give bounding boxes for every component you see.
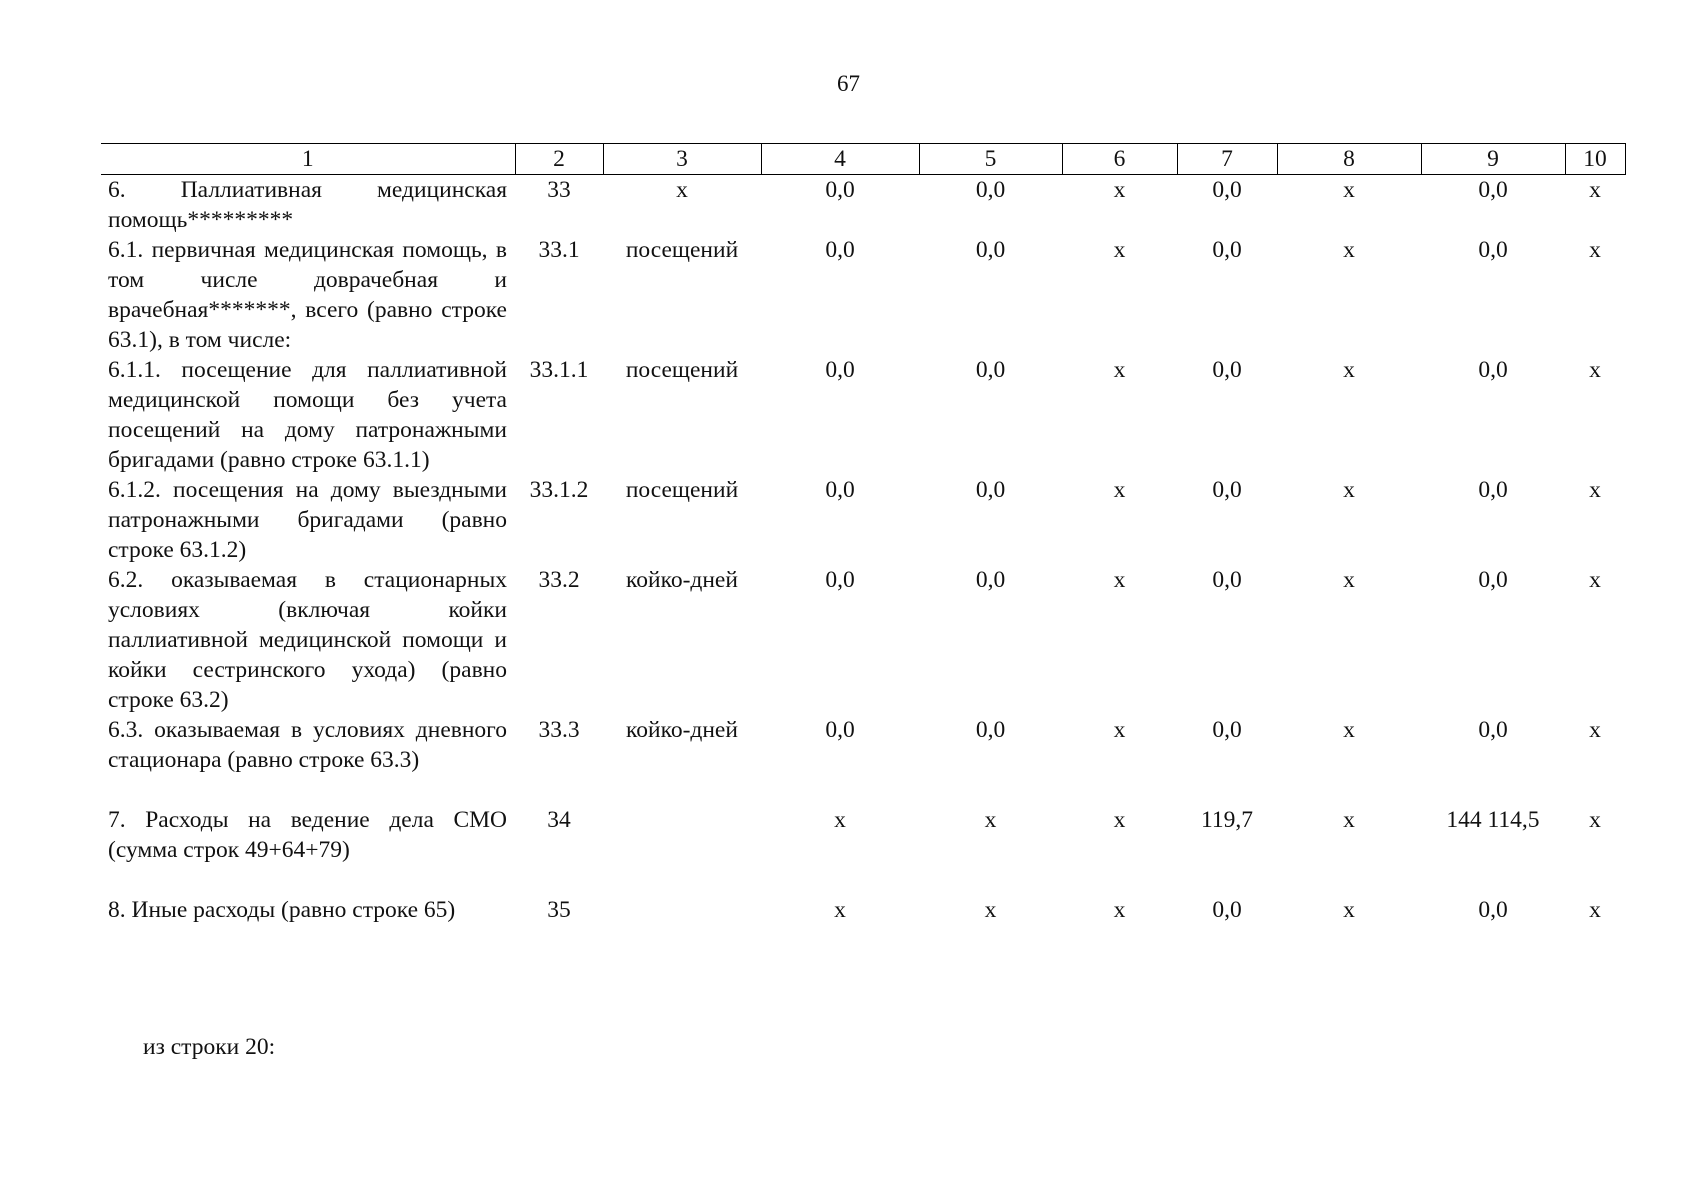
- cell-col-10: х: [1589, 237, 1601, 263]
- cell-col-9: 0,0: [1478, 357, 1508, 383]
- column-header: 9: [1421, 144, 1565, 175]
- cell-col-7: 0,0: [1212, 567, 1242, 593]
- cell-col-5: 0,0: [975, 567, 1006, 593]
- cell-col-5: 0,0: [975, 237, 1006, 263]
- cell-col-6: х: [1113, 567, 1126, 593]
- cell-col-8: х: [1343, 897, 1355, 923]
- row-unit: [603, 895, 761, 925]
- cell-col-9: 144 114,5: [1446, 807, 1540, 833]
- table-row: [101, 235, 1625, 355]
- cell-col-7: 0,0: [1212, 477, 1242, 503]
- row-code: 33.1: [538, 237, 580, 263]
- row-unit: посещений: [625, 237, 739, 263]
- cell-col-7: 0,0: [1212, 177, 1242, 203]
- cell-col-8: х: [1343, 717, 1355, 743]
- table-row: [101, 355, 1625, 475]
- cell-col-10: х: [1589, 177, 1601, 203]
- cell-col-6: х: [1113, 237, 1126, 263]
- row-name: 6.2. оказываемая в стационарных условиях (включая койки паллиативной медицинской помощи и койки сестринского ухода) (равно строке 63.2): [108, 567, 507, 713]
- cell-col-4: 0,0: [825, 477, 855, 503]
- cell-col-8: х: [1343, 237, 1355, 263]
- cell-col-8: х: [1343, 567, 1355, 593]
- row-name: 8. Иные расходы (равно строке 65): [108, 897, 456, 923]
- data-table: [101, 143, 1626, 925]
- cell-col-7: 0,0: [1212, 237, 1242, 263]
- row-code: 33.2: [538, 567, 580, 593]
- cell-col-5: х: [984, 807, 997, 833]
- row-name: 6.1. первичная медицинская помощь, в том числе доврачебная и врачебная*******, всего (равно строке 63.1), в том числе:: [108, 237, 507, 353]
- table-row: [101, 805, 1625, 865]
- table-row: [101, 715, 1625, 775]
- cell-col-10: х: [1589, 897, 1601, 923]
- column-header: 6: [1062, 144, 1177, 175]
- cell-col-8: х: [1343, 477, 1355, 503]
- cell-col-9: 0,0: [1478, 717, 1508, 743]
- row-code: 34: [547, 807, 571, 833]
- cell-col-4: 0,0: [825, 717, 855, 743]
- cell-col-4: х: [834, 807, 846, 833]
- row-code: 33.1.2: [529, 477, 589, 503]
- cell-col-5: 0,0: [975, 177, 1006, 203]
- cell-col-9: 0,0: [1478, 237, 1508, 263]
- cell-col-7: 0,0: [1212, 357, 1242, 383]
- cell-col-6: х: [1113, 177, 1126, 203]
- spacer-row: [101, 865, 1625, 895]
- cell-col-7: 0,0: [1212, 897, 1242, 923]
- table-row: [101, 475, 1625, 565]
- cell-col-10: х: [1589, 717, 1601, 743]
- cell-col-10: х: [1589, 357, 1601, 383]
- cell-col-9: 0,0: [1478, 177, 1508, 203]
- column-header: 10: [1565, 144, 1625, 175]
- row-code: 33.1.1: [529, 357, 589, 383]
- table-header-row: [101, 144, 1625, 175]
- column-header: 5: [919, 144, 1062, 175]
- cell-col-5: 0,0: [975, 717, 1006, 743]
- cell-col-4: 0,0: [825, 237, 855, 263]
- cell-col-6: х: [1113, 897, 1126, 923]
- row-unit: посещений: [625, 357, 739, 383]
- footer-note: из строки 20:: [143, 1034, 276, 1060]
- cell-col-9: 0,0: [1478, 567, 1508, 593]
- table-row: [101, 565, 1625, 715]
- column-header: 8: [1277, 144, 1421, 175]
- cell-col-6: х: [1113, 357, 1126, 383]
- row-name: 7. Расходы на ведение дела СМО (сумма строк 49+64+79): [108, 807, 507, 863]
- cell-col-5: х: [984, 897, 997, 923]
- row-code: 33.3: [538, 717, 580, 743]
- cell-col-4: х: [834, 897, 846, 923]
- row-unit: х: [676, 177, 688, 203]
- column-header: 1: [101, 144, 515, 175]
- table-row: [101, 175, 1625, 236]
- cell-col-8: х: [1343, 357, 1355, 383]
- table-row: [101, 895, 1625, 925]
- cell-col-6: х: [1113, 717, 1126, 743]
- cell-col-8: х: [1343, 807, 1355, 833]
- cell-col-6: х: [1113, 477, 1126, 503]
- cell-col-6: х: [1113, 807, 1126, 833]
- column-header: 3: [603, 144, 761, 175]
- row-name: 6.1.2. посещения на дому выездными патронажными бригадами (равно строке 63.1.2): [108, 477, 507, 563]
- cell-col-7: 0,0: [1212, 717, 1242, 743]
- row-code: 33: [547, 177, 571, 203]
- cell-col-10: х: [1589, 567, 1601, 593]
- cell-col-10: х: [1589, 477, 1601, 503]
- cell-col-4: 0,0: [825, 357, 855, 383]
- spacer-row: [101, 775, 1625, 805]
- cell-col-5: 0,0: [975, 477, 1006, 503]
- row-name: 6. Паллиативная медицинская помощь*********: [108, 177, 507, 233]
- cell-col-10: х: [1589, 807, 1601, 833]
- cell-col-7: 119,7: [1200, 807, 1253, 833]
- cell-col-4: 0,0: [825, 177, 855, 203]
- column-header: 7: [1177, 144, 1277, 175]
- row-name: 6.3. оказываемая в условиях дневного стационара (равно строке 63.3): [108, 717, 507, 773]
- row-unit: койко-дней: [626, 717, 738, 743]
- row-name: 6.1.1. посещение для паллиативной медицинской помощи без учета посещений на дому патронажными бригадами (равно строке 63.1.1): [108, 357, 507, 473]
- cell-col-4: 0,0: [825, 567, 855, 593]
- row-unit: посещений: [625, 477, 739, 503]
- cell-col-8: х: [1343, 177, 1355, 203]
- row-code: 35: [547, 897, 571, 923]
- cell-col-9: 0,0: [1478, 477, 1508, 503]
- column-header: 4: [761, 144, 919, 175]
- cell-col-5: 0,0: [975, 357, 1006, 383]
- row-unit: койко-дней: [626, 567, 738, 593]
- row-unit: [603, 805, 761, 865]
- cell-col-9: 0,0: [1478, 897, 1508, 923]
- page-number: 67: [837, 71, 860, 96]
- column-header: 2: [515, 144, 603, 175]
